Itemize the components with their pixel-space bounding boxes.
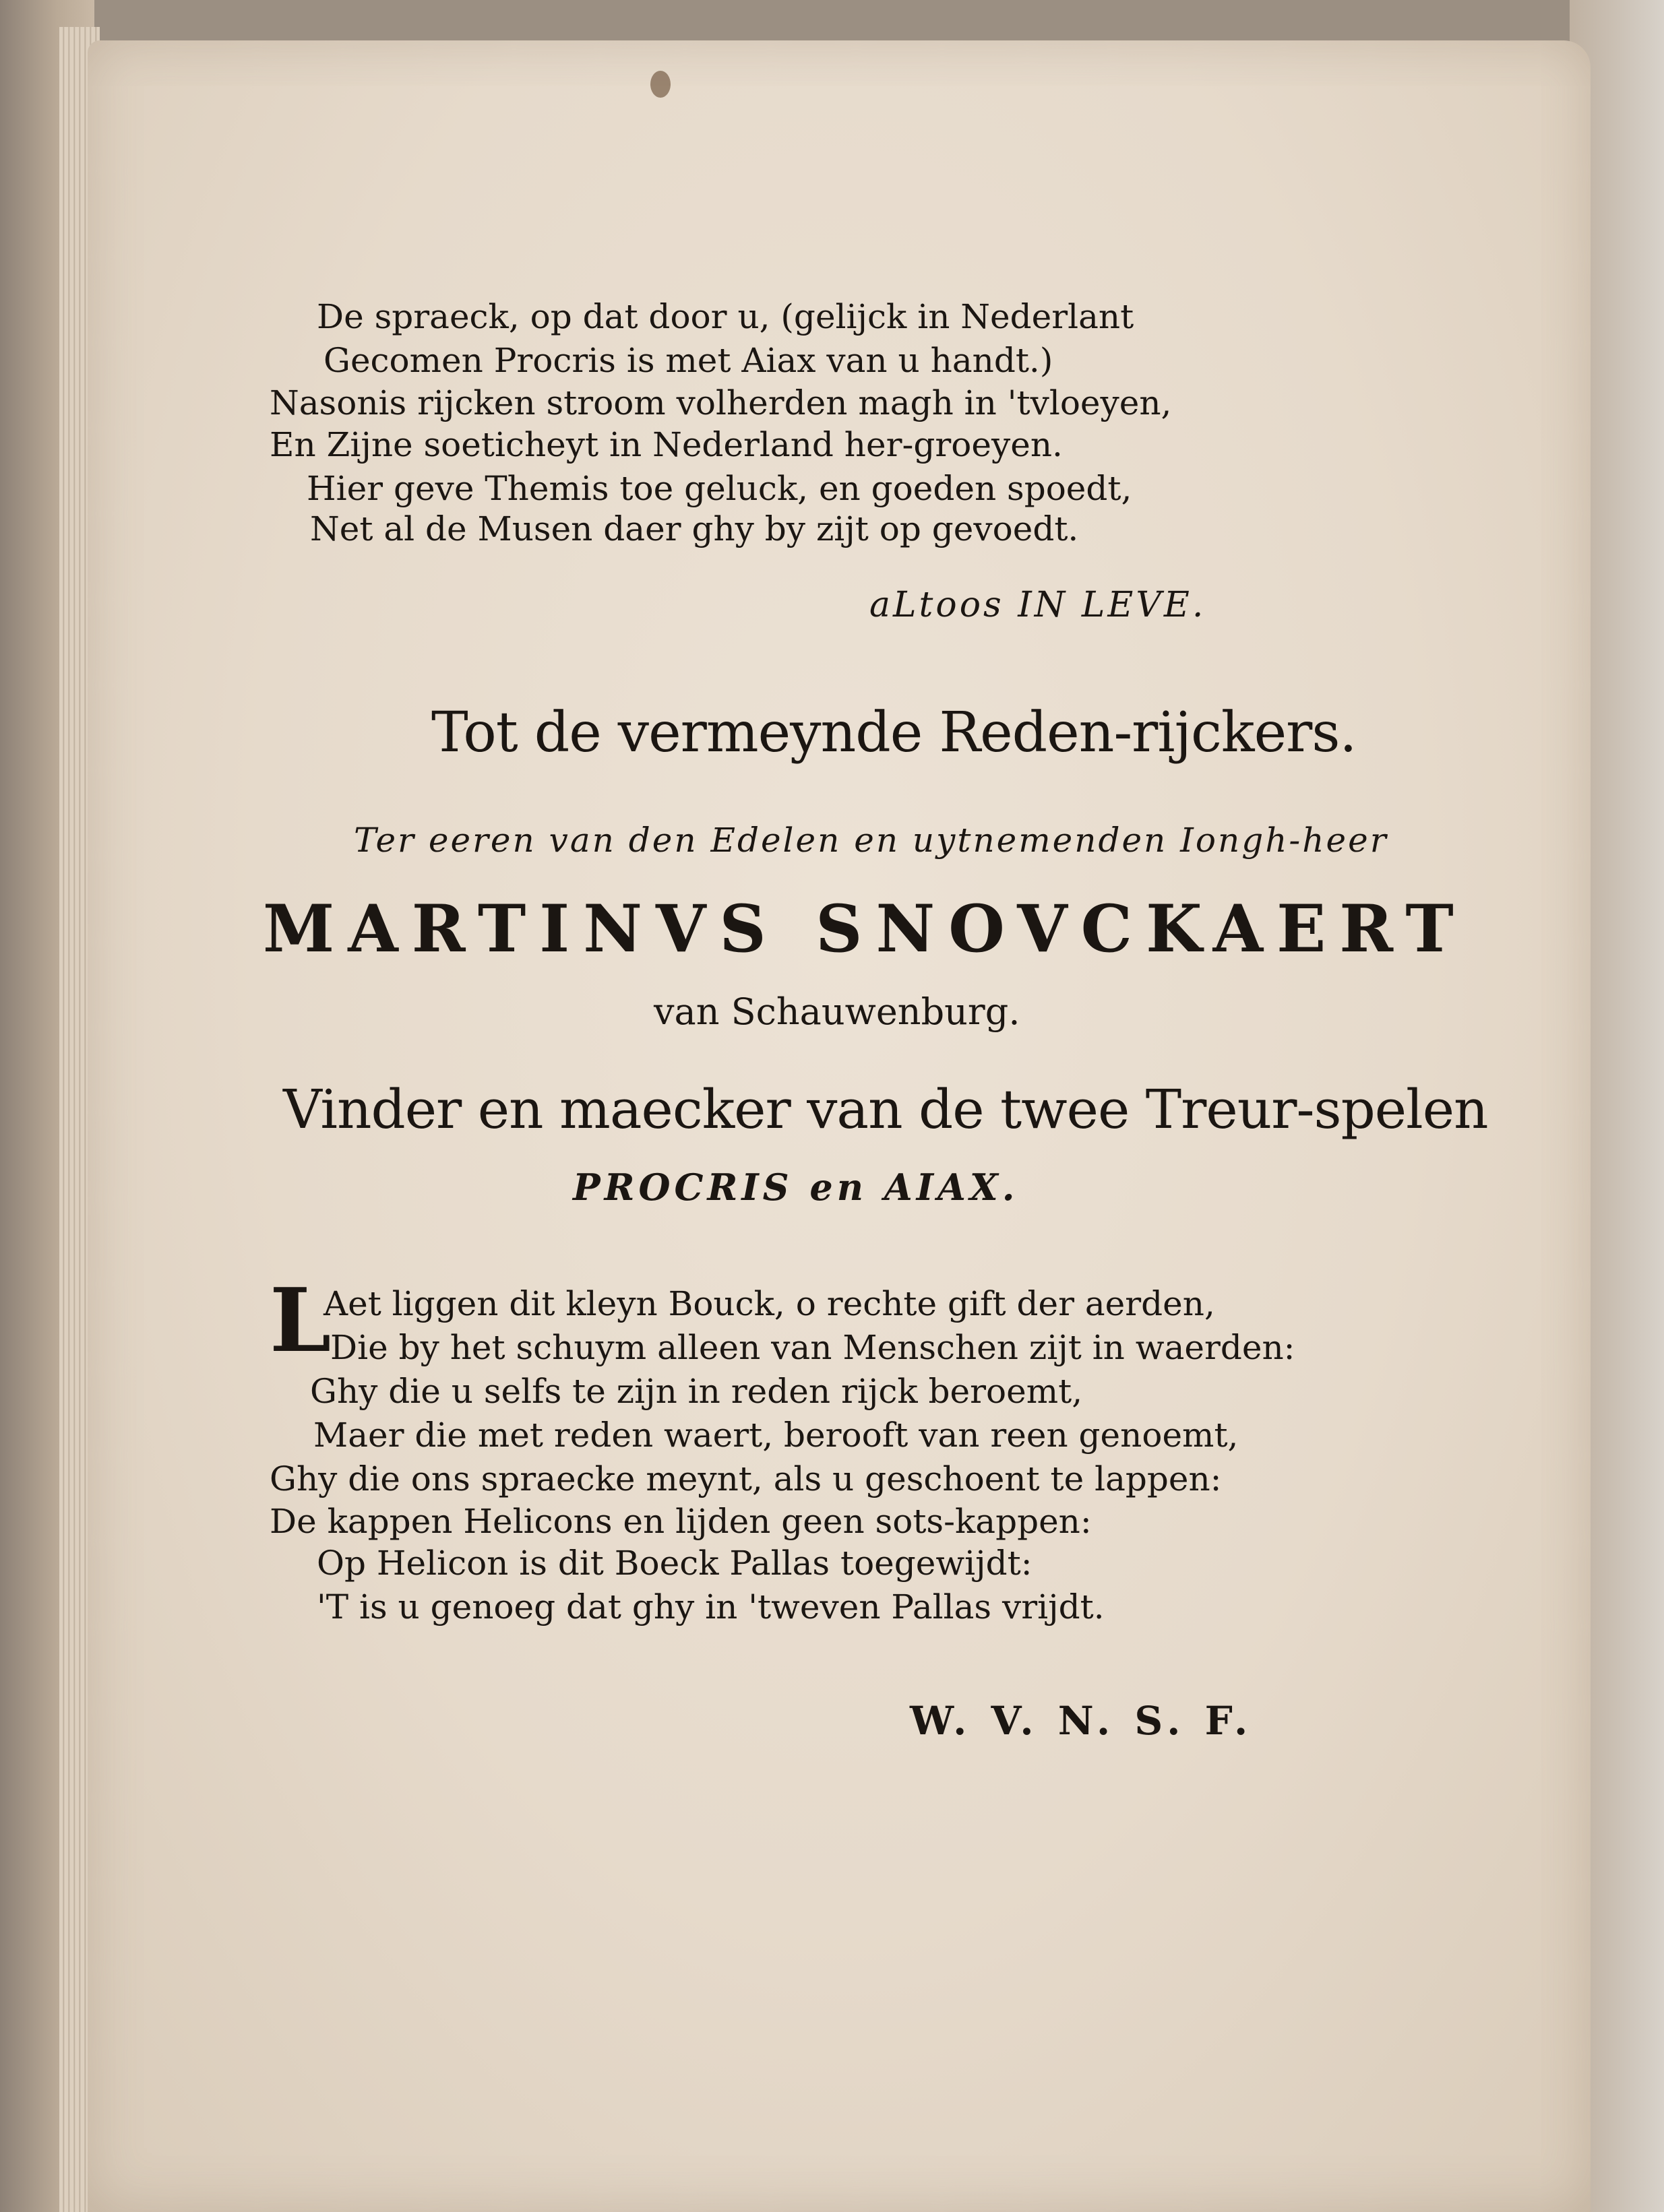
ink-stain (650, 71, 671, 98)
dedicatee-name: MARTINVS SNOVCKAERT (263, 891, 1467, 967)
works-title: PROCRIS en AIAX. (573, 1166, 1019, 1209)
stanza-1-line-1: De spraeck, op dat door u, (gelijck in Nederlant (317, 297, 1134, 336)
stanza-1-line-5: Hier geve Themis toe geluck, en goeden spoedt, (307, 469, 1132, 508)
stanza-2-line-2: Die by het schuym alleen van Menschen zijt in waerden: (330, 1328, 1295, 1367)
closing-initials: W. V. N. S. F. (910, 1698, 1254, 1744)
dedication-line: Ter eeren van den Edelen en uytnemenden Iongh-heer (354, 821, 1388, 860)
stanza-2-line-8: 'T is u genoeg dat ghy in 'tweven Pallas vrijdt. (317, 1587, 1105, 1626)
stanza-1-line-4: En Zijne soeticheyt in Nederland her-groeyen. (270, 425, 1063, 464)
stanza-1-line-2: Gecomen Procris is met Aiax van u handt.) (323, 341, 1053, 380)
dedicatee-place: van Schauwenburg. (654, 990, 1020, 1033)
stanza-1-line-3: Nasonis rijcken stroom volherden magh in 'tvloeyen, (270, 383, 1172, 422)
stanza-2-line-4: Maer die met reden waert, berooft van reen genoemt, (313, 1416, 1239, 1455)
stanza-2-line-6: De kappen Helicons en lijden geen sots-kappen: (270, 1502, 1092, 1541)
stanza-2-line-7: Op Helicon is dit Boeck Pallas toegewijdt: (317, 1544, 1033, 1583)
stanza-1-line-6: Net al de Musen daer ghy by zijt op gevoedt. (310, 509, 1079, 548)
section-title: Tot de vermeynde Reden-rijckers. (431, 701, 1357, 765)
stanza-2-line-1: Aet liggen dit kleyn Bouck, o rechte gift der aerden, (323, 1284, 1215, 1323)
drop-cap-initial: L (270, 1269, 332, 1372)
stanza-2-line-3: Ghy die u selfs te zijn in reden rijck beroemt, (310, 1372, 1083, 1411)
stanza-2-line-5: Ghy die ons spraecke meynt, als u geschoent te lappen: (270, 1459, 1222, 1498)
author-heading: Vinder en maecker van de twee Treur-spelen (283, 1078, 1488, 1141)
signature-motto: aLtoos IN LEVE. (869, 585, 1206, 625)
